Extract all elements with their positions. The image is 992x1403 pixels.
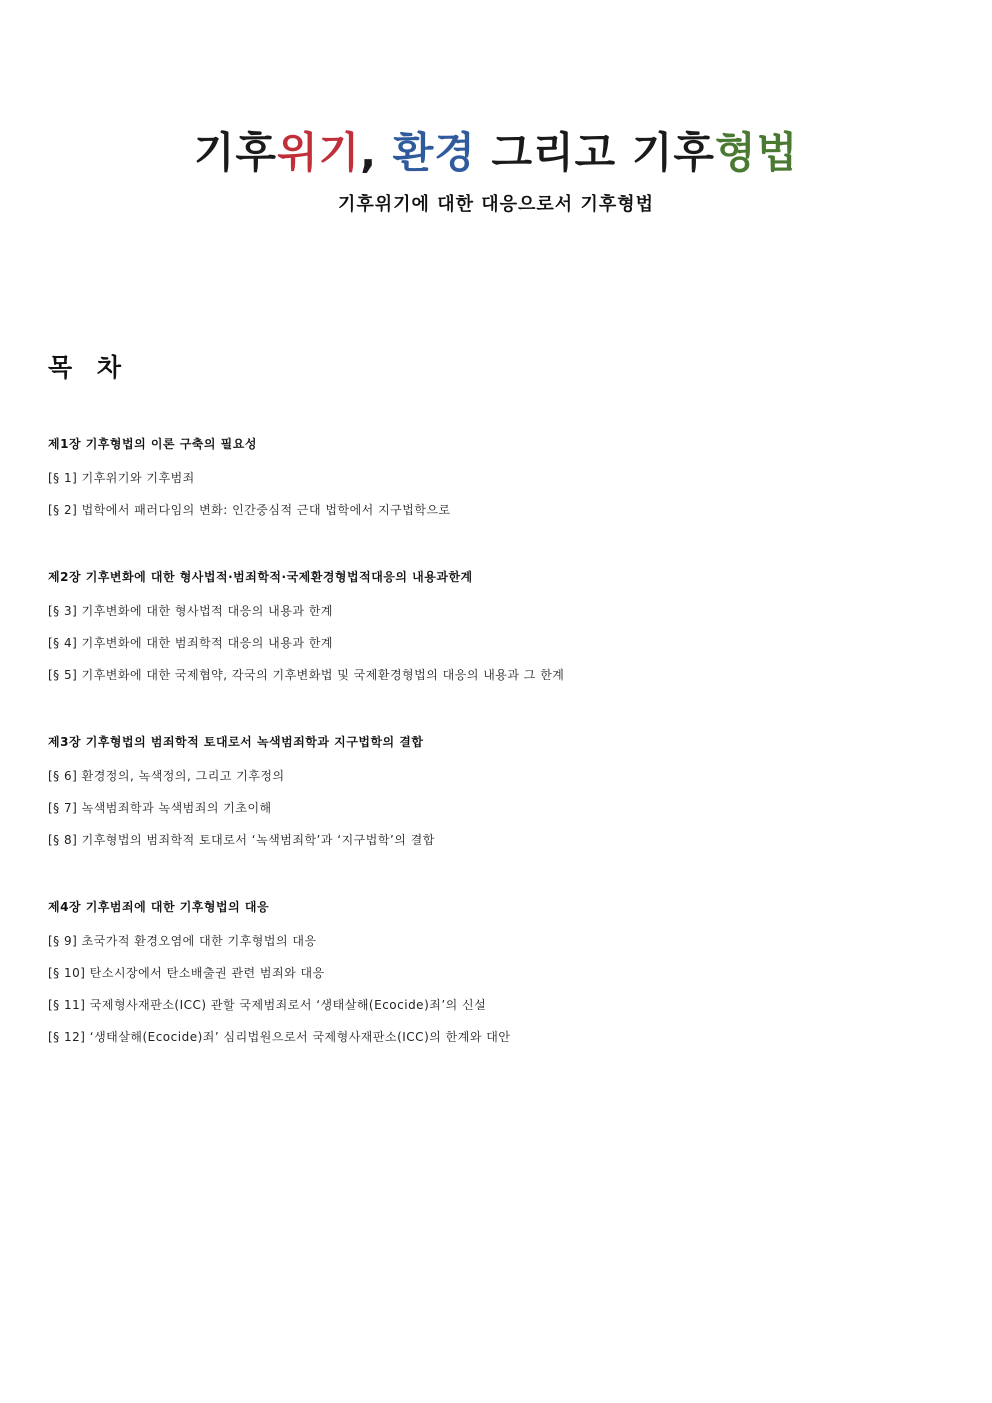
- toc-section-item: [§ 12] ‘생태살해(Ecocide)죄’ 심리법원으로서 국제형사재판소(ICC)의 한계와 대안: [48, 1030, 511, 1044]
- toc-section-item: [§ 3] 기후변화에 대한 형사법적 대응의 내용과 한계: [48, 604, 333, 618]
- toc-section-item: [§ 5] 기후변화에 대한 국제협약, 각국의 기후변화법 및 국제환경형법의 대응의 내용과 그 한계: [48, 668, 565, 682]
- toc-chapter: [48, 561, 958, 691]
- chapter-title: 제1장 기후형법의 이론 구축의 필요성: [48, 437, 257, 451]
- chapter-title: 제3장 기후형법의 범죄학적 토대로서 녹색범죄학과 지구법학의 결합: [48, 735, 424, 749]
- toc-chapter: [48, 428, 958, 526]
- toc-section-item: [§ 11] 국제형사재판소(ICC) 관할 국제범죄로서 ‘생태살해(Ecocide)죄’의 신설: [48, 998, 487, 1012]
- title-part: 환경: [392, 128, 476, 177]
- toc-section-item: [§ 9] 초국가적 환경오염에 대한 기후형법의 대응: [48, 934, 317, 948]
- document-title: [0, 120, 992, 180]
- toc-section-item: [§ 6] 환경정의, 녹색정의, 그리고 기후정의: [48, 769, 285, 783]
- toc-section-item: [§ 4] 기후변화에 대한 범죄학적 대응의 내용과 한계: [48, 636, 333, 650]
- toc-section-item: [§ 8] 기후형법의 범죄학적 토대로서 ‘녹색범죄학’과 ‘지구법학’의 결합: [48, 833, 435, 847]
- chapter-title: 제2장 기후변화에 대한 형사법적·범죄학적·국제환경형법적대응의 내용과한계: [48, 570, 473, 584]
- chapter-title: 제4장 기후범죄에 대한 기후형법의 대응: [48, 900, 270, 914]
- title-part: 기후: [193, 128, 277, 177]
- toc-section-item: [§ 1] 기후위기와 기후범죄: [48, 471, 195, 485]
- toc-heading: 목 차: [48, 353, 130, 382]
- toc-section-item: [§ 2] 법학에서 패러다임의 변화: 인간중심적 근대 법학에서 지구법학으로: [48, 503, 451, 517]
- toc-chapter: [48, 891, 958, 1053]
- toc-section-item: [§ 7] 녹색범죄학과 녹색범죄의 기초이해: [48, 801, 272, 815]
- title-part: ,: [360, 128, 393, 177]
- toc-chapter: [48, 726, 958, 856]
- toc-chapter-list: [48, 428, 958, 1088]
- title-part: 그리고 기후: [475, 128, 715, 177]
- title-part: 위기: [277, 128, 361, 177]
- title-part: 형법: [715, 128, 799, 177]
- document-subtitle: 기후위기에 대한 대응으로서 기후형법: [337, 194, 654, 215]
- toc-section-item: [§ 10] 탄소시장에서 탄소배출권 관련 범죄와 대응: [48, 966, 325, 980]
